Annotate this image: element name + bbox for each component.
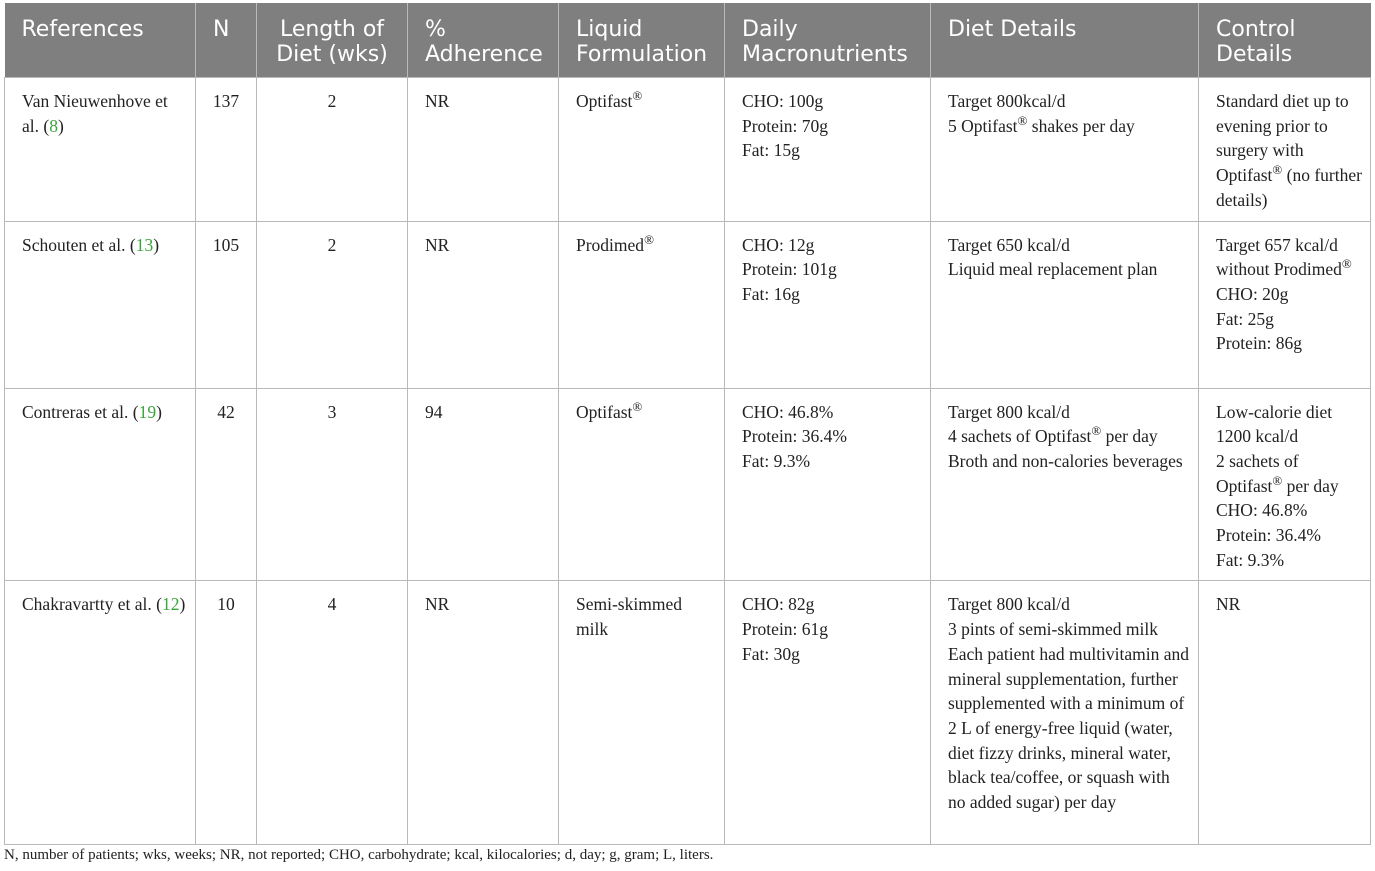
length-cell: 3 bbox=[257, 388, 408, 581]
reference-cell: Contreras et al. (19) bbox=[5, 388, 196, 581]
macros-cell: CHO: 82g Protein: 61g Fat: 30g bbox=[725, 581, 931, 845]
formulation-cell: Semi-skimmed milk bbox=[559, 581, 725, 845]
control-details-cell: Low-calorie diet 1200 kcal/d 2 sachets of Optifast® per day CHO: 46.8% Protein: 36.4% Fat: 9.3% bbox=[1199, 388, 1371, 581]
header-formulation: Liquid Formulation bbox=[559, 3, 725, 78]
header-length: Length of Diet (wks) bbox=[257, 3, 408, 78]
registered-mark: ® bbox=[632, 398, 643, 414]
registered-mark: ® bbox=[1272, 162, 1283, 178]
reference-cell: Chakravartty et al. (12) bbox=[5, 581, 196, 845]
macros-cell: CHO: 46.8% Protein: 36.4% Fat: 9.3% bbox=[725, 388, 931, 581]
registered-mark: ® bbox=[1017, 112, 1028, 128]
length-cell: 2 bbox=[257, 78, 408, 222]
formulation-cell: Optifast® bbox=[559, 388, 725, 581]
adherence-cell: NR bbox=[408, 78, 559, 222]
control-details-cell: Standard diet up to evening prior to surgery with Optifast® (no further details) bbox=[1199, 78, 1371, 222]
table-row bbox=[5, 221, 1371, 388]
registered-mark: ® bbox=[632, 88, 643, 104]
header-row bbox=[5, 3, 1371, 78]
registered-mark: ® bbox=[1091, 423, 1102, 439]
control-details-cell: Target 657 kcal/d without Prodimed® CHO: 20g Fat: 25g Protein: 86g bbox=[1199, 221, 1371, 388]
citation-link[interactable]: 13 bbox=[135, 234, 154, 255]
registered-mark: ® bbox=[1341, 256, 1352, 272]
macros-cell: CHO: 12g Protein: 101g Fat: 16g bbox=[725, 221, 931, 388]
diet-details-cell: Target 650 kcal/d Liquid meal replacement plan bbox=[931, 221, 1199, 388]
header-references: References bbox=[5, 3, 196, 78]
citation-link[interactable]: 12 bbox=[161, 594, 180, 615]
table-footnote: N, number of patients; wks, weeks; NR, not reported; CHO, carbohydrate; kcal, kilocalories; d, day; g, gram; L, liters. bbox=[4, 847, 714, 863]
citation-link[interactable]: 19 bbox=[138, 401, 157, 422]
diet-details-cell: Target 800 kcal/d 4 sachets of Optifast® per day Broth and non-calories beverages bbox=[931, 388, 1199, 581]
adherence-cell: 94 bbox=[408, 388, 559, 581]
reference-cell: Schouten et al. (13) bbox=[5, 221, 196, 388]
n-cell: 42 bbox=[196, 388, 257, 581]
control-details-cell: NR bbox=[1199, 581, 1371, 845]
diet-details-cell: Target 800kcal/d 5 Optifast® shakes per day bbox=[931, 78, 1199, 222]
reference-cell: Van Nieuwenhove et al. (8) bbox=[5, 78, 196, 222]
citation-link[interactable]: 8 bbox=[49, 115, 58, 136]
n-cell: 137 bbox=[196, 78, 257, 222]
n-cell: 10 bbox=[196, 581, 257, 845]
study-table bbox=[4, 3, 1371, 845]
diet-details-cell: Target 800 kcal/d 3 pints of semi-skimmed milk Each patient had multivitamin and mineral supplementation, further supplemented with a minimum of 2 L of energy-free liquid (water, diet fizzy drinks, mineral water, black tea/coffee, or squash with no added sugar) per day bbox=[931, 581, 1199, 845]
formulation-cell: Optifast® bbox=[559, 78, 725, 222]
registered-mark: ® bbox=[1272, 472, 1283, 488]
header-n: N bbox=[196, 3, 257, 78]
adherence-cell: NR bbox=[408, 221, 559, 388]
header-control-details: Control Details bbox=[1199, 3, 1371, 78]
length-cell: 4 bbox=[257, 581, 408, 845]
header-macronutrients: Daily Macronutrients bbox=[725, 3, 931, 78]
macros-cell: CHO: 100g Protein: 70g Fat: 15g bbox=[725, 78, 931, 222]
registered-mark: ® bbox=[644, 231, 654, 247]
formulation-cell: Prodimed® bbox=[559, 221, 725, 388]
header-diet-details: Diet Details bbox=[931, 3, 1199, 78]
table-row bbox=[5, 581, 1371, 845]
adherence-cell: NR bbox=[408, 581, 559, 845]
table-row bbox=[5, 388, 1371, 581]
table-row bbox=[5, 78, 1371, 222]
header-adherence: % Adherence bbox=[408, 3, 559, 78]
n-cell: 105 bbox=[196, 221, 257, 388]
length-cell: 2 bbox=[257, 221, 408, 388]
